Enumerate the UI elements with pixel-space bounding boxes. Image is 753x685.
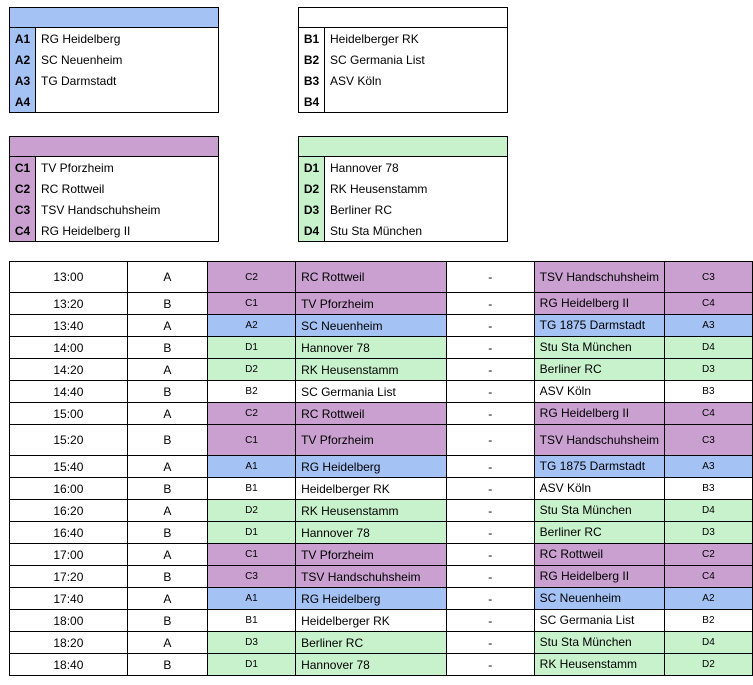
- group-a-row: [10, 28, 218, 49]
- group-b-box: [298, 7, 508, 113]
- away-slot-code: D2: [664, 654, 752, 676]
- group-slot-team: RG Heidelberg: [41, 31, 121, 46]
- match-row: [10, 500, 753, 522]
- home-team: TV Pforzheim: [296, 544, 447, 566]
- home-team: RC Rottweil: [296, 262, 447, 293]
- match-group: A: [127, 632, 207, 654]
- match-time: 17:20: [10, 566, 128, 588]
- match-group: A: [127, 315, 207, 337]
- match-group: B: [127, 610, 207, 632]
- match-row: [10, 403, 753, 425]
- home-slot-code: D3: [207, 632, 295, 654]
- group-slot-code: B2: [299, 49, 325, 70]
- group-slot-code: B3: [299, 70, 325, 91]
- match-time: 14:20: [10, 359, 128, 381]
- match-row: [10, 293, 753, 315]
- away-slot-code: C2: [664, 544, 752, 566]
- match-separator: -: [446, 403, 534, 425]
- match-row: [10, 544, 753, 566]
- match-time: 18:20: [10, 632, 128, 654]
- away-slot-code: D3: [664, 359, 752, 381]
- away-slot-code: C3: [664, 425, 752, 456]
- match-time: 15:40: [10, 456, 128, 478]
- away-team: TSV Handschuhsheim: [534, 425, 664, 456]
- group-slot-team: RG Heidelberg II: [41, 223, 131, 238]
- home-slot-code: D2: [207, 500, 295, 522]
- group-slot-code: C4: [10, 220, 36, 241]
- away-slot-code: D4: [664, 632, 752, 654]
- match-group: B: [127, 478, 207, 500]
- away-slot-code: C4: [664, 403, 752, 425]
- home-slot-code: B1: [207, 478, 295, 500]
- group-slot-code: C1: [10, 157, 36, 178]
- match-separator: -: [446, 456, 534, 478]
- group-d-box: [298, 136, 508, 242]
- away-slot-code: C3: [664, 262, 752, 293]
- match-separator: -: [446, 522, 534, 544]
- group-a-row: [10, 70, 218, 91]
- group-slot-team: SC Neuenheim: [41, 52, 123, 67]
- match-time: 13:40: [10, 315, 128, 337]
- home-team: Heidelberger RK: [296, 478, 447, 500]
- match-row: [10, 262, 753, 293]
- group-d-header: [299, 137, 507, 157]
- home-team: Hannover 78: [296, 522, 447, 544]
- group-slot-code: A1: [10, 28, 36, 49]
- away-team: RG Heidelberg II: [534, 566, 664, 588]
- group-slot-code: D4: [299, 220, 325, 241]
- home-slot-code: D1: [207, 337, 295, 359]
- match-time: 14:40: [10, 381, 128, 403]
- match-time: 16:20: [10, 500, 128, 522]
- match-group: B: [127, 522, 207, 544]
- group-slot-team: SC Germania List: [330, 52, 425, 67]
- away-team: Berliner RC: [534, 359, 664, 381]
- away-slot-code: A3: [664, 315, 752, 337]
- home-team: RC Rottweil: [296, 403, 447, 425]
- away-slot-code: C4: [664, 566, 752, 588]
- match-group: B: [127, 566, 207, 588]
- match-row: [10, 381, 753, 403]
- match-separator: -: [446, 381, 534, 403]
- match-row: [10, 654, 753, 676]
- match-row: [10, 337, 753, 359]
- match-row: [10, 632, 753, 654]
- match-time: 13:00: [10, 262, 128, 293]
- group-c-row: [10, 199, 218, 220]
- group-slot-team: TSV Handschuhsheim: [41, 202, 161, 217]
- match-row: [10, 315, 753, 337]
- home-team: Hannover 78: [296, 337, 447, 359]
- group-d-row: [299, 220, 507, 241]
- home-team: SC Neuenheim: [296, 315, 447, 337]
- match-separator: -: [446, 654, 534, 676]
- away-team: SC Neuenheim: [534, 588, 664, 610]
- home-slot-code: C1: [207, 544, 295, 566]
- match-time: 16:40: [10, 522, 128, 544]
- group-slot-team: TG Darmstadt: [41, 73, 117, 88]
- group-a-header: [10, 8, 218, 28]
- away-team: Stu Sta München: [534, 632, 664, 654]
- match-group: A: [127, 403, 207, 425]
- away-team: ASV Köln: [534, 478, 664, 500]
- group-slot-team: RK Heusenstamm: [330, 181, 428, 196]
- home-slot-code: B1: [207, 610, 295, 632]
- match-row: [10, 566, 753, 588]
- away-slot-code: D4: [664, 337, 752, 359]
- group-a-box: [9, 7, 219, 113]
- match-time: 16:00: [10, 478, 128, 500]
- match-group: B: [127, 293, 207, 315]
- match-separator: -: [446, 293, 534, 315]
- home-slot-code: C3: [207, 566, 295, 588]
- home-slot-code: C2: [207, 262, 295, 293]
- away-team: RG Heidelberg II: [534, 403, 664, 425]
- group-slot-team: Hannover 78: [330, 160, 399, 175]
- away-slot-code: B2: [664, 610, 752, 632]
- away-team: ASV Köln: [534, 381, 664, 403]
- group-b-row: [299, 91, 507, 112]
- group-c-row: [10, 220, 218, 241]
- group-a-row: [10, 49, 218, 70]
- group-d-row: [299, 199, 507, 220]
- home-slot-code: D2: [207, 359, 295, 381]
- match-group: B: [127, 654, 207, 676]
- match-separator: -: [446, 337, 534, 359]
- home-team: TV Pforzheim: [296, 293, 447, 315]
- home-team: Heidelberger RK: [296, 610, 447, 632]
- group-slot-team: ASV Köln: [330, 73, 382, 88]
- match-separator: -: [446, 478, 534, 500]
- match-row: [10, 456, 753, 478]
- group-slot-code: C2: [10, 178, 36, 199]
- group-slot-code: D2: [299, 178, 325, 199]
- home-team: RK Heusenstamm: [296, 359, 447, 381]
- match-separator: -: [446, 610, 534, 632]
- group-slot-code: A2: [10, 49, 36, 70]
- group-c-header: [10, 137, 218, 157]
- home-slot-code: C1: [207, 293, 295, 315]
- group-c-box: [9, 136, 219, 242]
- group-slot-code: D3: [299, 199, 325, 220]
- group-slot-code: B4: [299, 91, 325, 112]
- home-team: TSV Handschuhsheim: [296, 566, 447, 588]
- away-team: Stu Sta München: [534, 337, 664, 359]
- group-c-row: [10, 178, 218, 199]
- match-row: [10, 588, 753, 610]
- away-team: TG 1875 Darmstadt: [534, 456, 664, 478]
- away-team: RC Rottweil: [534, 544, 664, 566]
- home-team: RG Heidelberg: [296, 456, 447, 478]
- away-slot-code: B3: [664, 381, 752, 403]
- away-team: SC Germania List: [534, 610, 664, 632]
- away-slot-code: A3: [664, 456, 752, 478]
- match-separator: -: [446, 425, 534, 456]
- away-team: RG Heidelberg II: [534, 293, 664, 315]
- away-team: RK Heusenstamm: [534, 654, 664, 676]
- group-slot-team: Berliner RC: [330, 202, 393, 217]
- group-slot-code: C3: [10, 199, 36, 220]
- group-slot-team: Stu Sta München: [330, 223, 423, 238]
- group-slot-code: A3: [10, 70, 36, 91]
- match-time: 18:40: [10, 654, 128, 676]
- group-d-row: [299, 178, 507, 199]
- away-slot-code: D3: [664, 522, 752, 544]
- match-time: 14:00: [10, 337, 128, 359]
- group-b-row: [299, 49, 507, 70]
- match-time: 15:20: [10, 425, 128, 456]
- match-group: B: [127, 381, 207, 403]
- match-row: [10, 522, 753, 544]
- match-row: [10, 359, 753, 381]
- group-b-row: [299, 70, 507, 91]
- match-time: 15:00: [10, 403, 128, 425]
- match-group: A: [127, 456, 207, 478]
- home-slot-code: A2: [207, 315, 295, 337]
- away-slot-code: D4: [664, 500, 752, 522]
- match-row: [10, 478, 753, 500]
- group-slot-team: RC Rottweil: [41, 181, 105, 196]
- match-group: B: [127, 337, 207, 359]
- away-team: Stu Sta München: [534, 500, 664, 522]
- group-d-row: [299, 157, 507, 178]
- home-slot-code: C2: [207, 403, 295, 425]
- away-slot-code: C4: [664, 293, 752, 315]
- match-schedule-table: [9, 261, 753, 676]
- group-slot-code: A4: [10, 91, 36, 112]
- home-slot-code: B2: [207, 381, 295, 403]
- match-group: A: [127, 359, 207, 381]
- home-slot-code: D1: [207, 522, 295, 544]
- match-group: A: [127, 544, 207, 566]
- home-slot-code: C1: [207, 425, 295, 456]
- home-team: Berliner RC: [296, 632, 447, 654]
- group-b-row: [299, 28, 507, 49]
- match-group: A: [127, 588, 207, 610]
- group-c-row: [10, 157, 218, 178]
- match-time: 13:20: [10, 293, 128, 315]
- match-time: 17:40: [10, 588, 128, 610]
- away-team: TSV Handschuhsheim: [534, 262, 664, 293]
- match-separator: -: [446, 566, 534, 588]
- match-group: A: [127, 500, 207, 522]
- home-slot-code: A1: [207, 456, 295, 478]
- match-separator: -: [446, 359, 534, 381]
- match-separator: -: [446, 262, 534, 293]
- group-slot-team: TV Pforzheim: [41, 160, 114, 175]
- match-group: B: [127, 425, 207, 456]
- away-team: Berliner RC: [534, 522, 664, 544]
- home-team: SC Germania List: [296, 381, 447, 403]
- home-slot-code: D1: [207, 654, 295, 676]
- match-row: [10, 425, 753, 456]
- match-row: [10, 610, 753, 632]
- group-slot-code: B1: [299, 28, 325, 49]
- away-slot-code: B3: [664, 478, 752, 500]
- match-separator: -: [446, 544, 534, 566]
- group-slot-team: Heidelberger RK: [330, 31, 419, 46]
- match-separator: -: [446, 315, 534, 337]
- home-slot-code: A1: [207, 588, 295, 610]
- group-slot-code: D1: [299, 157, 325, 178]
- match-separator: -: [446, 632, 534, 654]
- group-a-row: [10, 91, 218, 112]
- match-separator: -: [446, 500, 534, 522]
- group-b-header: [299, 8, 507, 28]
- home-team: Hannover 78: [296, 654, 447, 676]
- match-time: 17:00: [10, 544, 128, 566]
- home-team: RG Heidelberg: [296, 588, 447, 610]
- home-team: RK Heusenstamm: [296, 500, 447, 522]
- match-separator: -: [446, 588, 534, 610]
- away-slot-code: A2: [664, 588, 752, 610]
- away-team: TG 1875 Darmstadt: [534, 315, 664, 337]
- home-team: TV Pforzheim: [296, 425, 447, 456]
- match-time: 18:00: [10, 610, 128, 632]
- match-group: A: [127, 262, 207, 293]
